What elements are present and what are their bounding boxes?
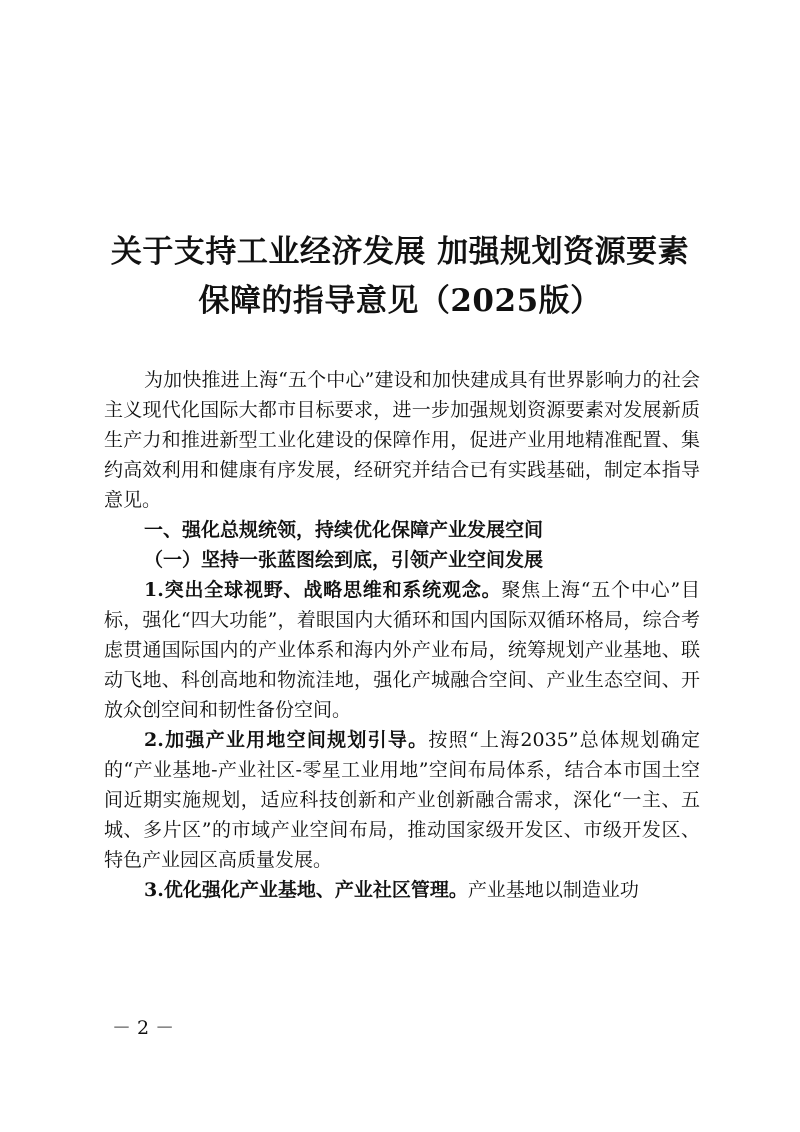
page-number: － 2 － — [112, 1017, 175, 1039]
item-1-lead: 1.突出全球视野、战略思维和系统观念。 — [144, 579, 502, 601]
document-title-line-1: 关于支持工业经济发展 加强规划资源要素 — [110, 234, 690, 270]
document-body — [104, 365, 700, 905]
intro-paragraph: 为加快推进上海“五个中心”建设和加快建成具有世界影响力的社会主义现代化国际大都市目标要求，进一步加强规划资源要素对发展新质生产力和推进新型工业化建设的保障作用，促进产业用地精准配置、集约高效利用和健康有序发展，经研究并结合已有实践基础，制定本指导意见。 — [104, 369, 700, 511]
item-2-text: 按照“上海2035”总体规划确定的“产业基地-产业社区-零星工业用地”空间布局体系，结合本市国土空间近期实施规划，适应科技创新和产业创新融合需求，深化“一主、五城、多片区”的市域产业空间布局，推动国家级开发区、市级开发区、特色产业园区高质量发展。 — [104, 729, 700, 871]
item-3-lead: 3.优化强化产业基地、产业社区管理。 — [144, 879, 468, 901]
item-1-text: 聚焦上海“五个中心”目标，强化“四大功能”，着眼国内大循环和国内国际双循环格局，综合考虑贯通国际国内的产业体系和海内外产业布局，统筹规划产业基地、联动飞地、科创高地和物流洼地，强化产城融合空间、产业生态空间、开放众创空间和韧性备份空间。 — [104, 579, 700, 721]
item-1-paragraph — [104, 575, 700, 725]
item-2-paragraph — [104, 725, 700, 875]
section-1-heading: 一、强化总规统领，持续优化保障产业发展空间 — [144, 519, 544, 541]
subsection-1-heading: （一）坚持一张蓝图绘到底，引领产业空间发展 — [144, 549, 544, 571]
item-3-text: 产业基地以制造业功 — [467, 879, 639, 901]
item-2-lead: 2.加强产业用地空间规划引导。 — [144, 729, 429, 751]
document-title-line-2: 保障的指导意见（2025版） — [198, 283, 602, 319]
item-3-paragraph — [104, 875, 700, 905]
